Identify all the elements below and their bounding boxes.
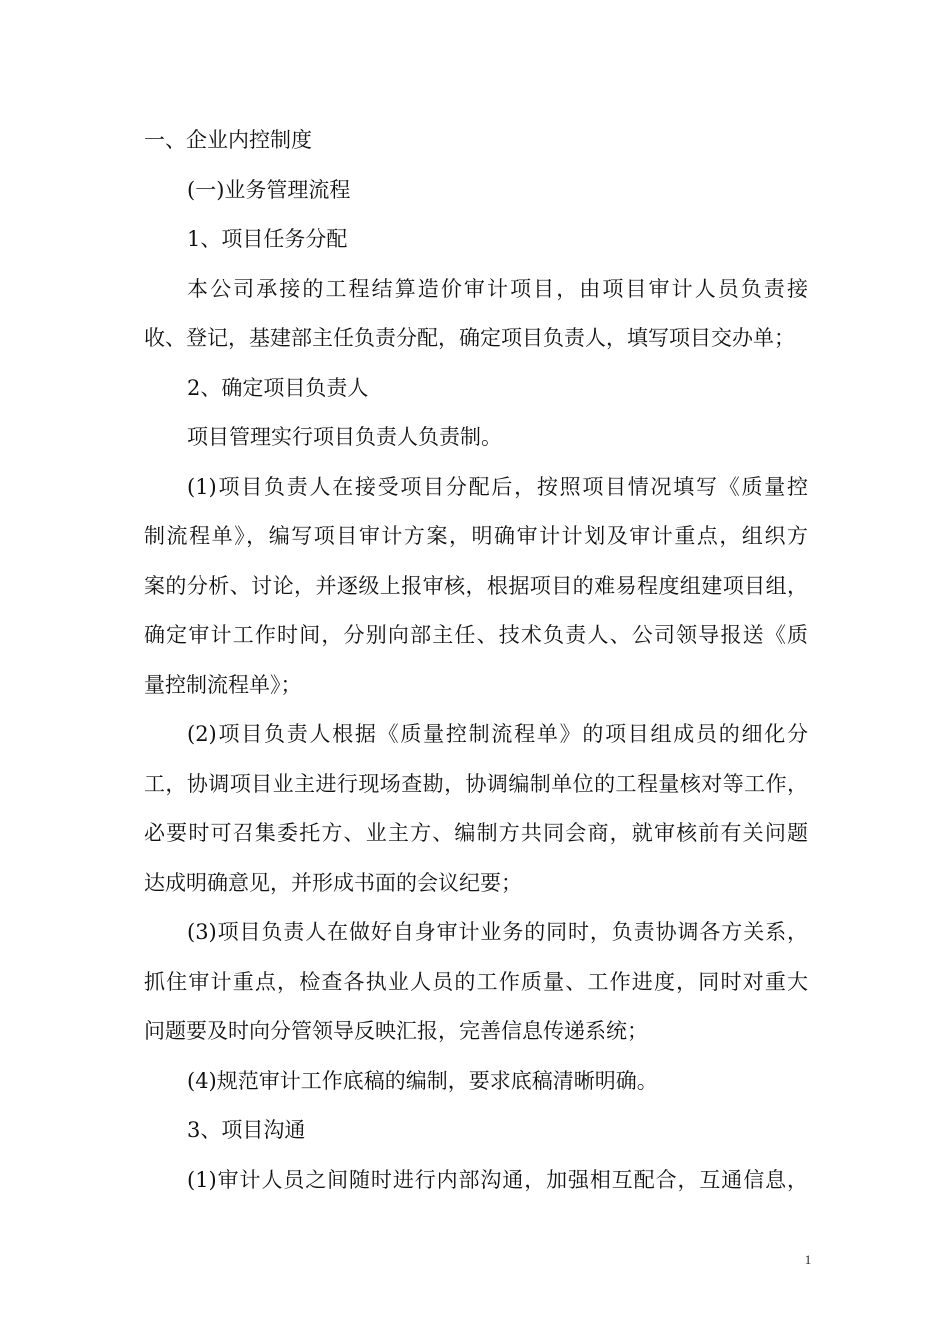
item-heading: 1、项目任务分配 — [187, 227, 348, 251]
paragraph-line: 必要时可召集委托方、业主方、编制方共同会商，就审核前有关问题 — [144, 821, 808, 845]
paragraph-line: 工，协调项目业主进行现场查勘，协调编制单位的工程量核对等工作， — [144, 771, 808, 796]
document-body — [144, 116, 808, 1205]
paragraph-line: 项目管理实行项目负责人负责制。 — [187, 425, 502, 449]
paragraph-line: (1)项目负责人在接受项目分配后，按照项目情况填写《质量控 — [187, 474, 808, 499]
paragraph-line: 抓住审计重点，检查各执业人员的工作质量、工作进度，同时对重大 — [144, 969, 808, 994]
item-heading: 2、确定项目负责人 — [187, 375, 369, 400]
paragraph-line: (2)项目负责人根据《质量控制流程单》的项目组成员的细化分 — [187, 722, 808, 746]
item-heading: 3、项目沟通 — [187, 1118, 306, 1142]
subsection-heading: (一)业务管理流程 — [187, 177, 351, 202]
paragraph-line: (4)规范审计工作底稿的编制，要求底稿清晰明确。 — [187, 1068, 658, 1093]
paragraph-line: (3)项目负责人在做好自身审计业务的同时，负责协调各方关系， — [187, 920, 808, 944]
paragraph-line: 达成明确意见，并形成书面的会议纪要； — [144, 870, 522, 895]
paragraph-line: 制流程单》，编写项目审计方案，明确审计计划及审计重点，组织方 — [144, 524, 808, 548]
paragraph-line: 问题要及时向分管领导反映汇报，完善信息传递系统； — [144, 1019, 648, 1043]
page-number: 1 — [804, 1252, 812, 1267]
paragraph-line: 确定审计工作时间，分别向部主任、技术负责人、公司领导报送《质 — [144, 623, 808, 647]
paragraph-line: 本公司承接的工程结算造价审计项目，由项目审计人员负责接 — [187, 276, 808, 301]
paragraph-line: 案的分析、讨论，并逐级上报审核，根据项目的难易程度组建项目组， — [144, 573, 808, 598]
paragraph-line: 量控制流程单》； — [144, 672, 302, 697]
paragraph-line: 收、登记，基建部主任负责分配，确定项目负责人，填写项目交办单； — [144, 326, 795, 350]
section-heading: 一、企业内控制度 — [144, 128, 312, 152]
paragraph-line: (1)审计人员之间随时进行内部沟通，加强相互配合，互通信息， — [187, 1167, 808, 1192]
